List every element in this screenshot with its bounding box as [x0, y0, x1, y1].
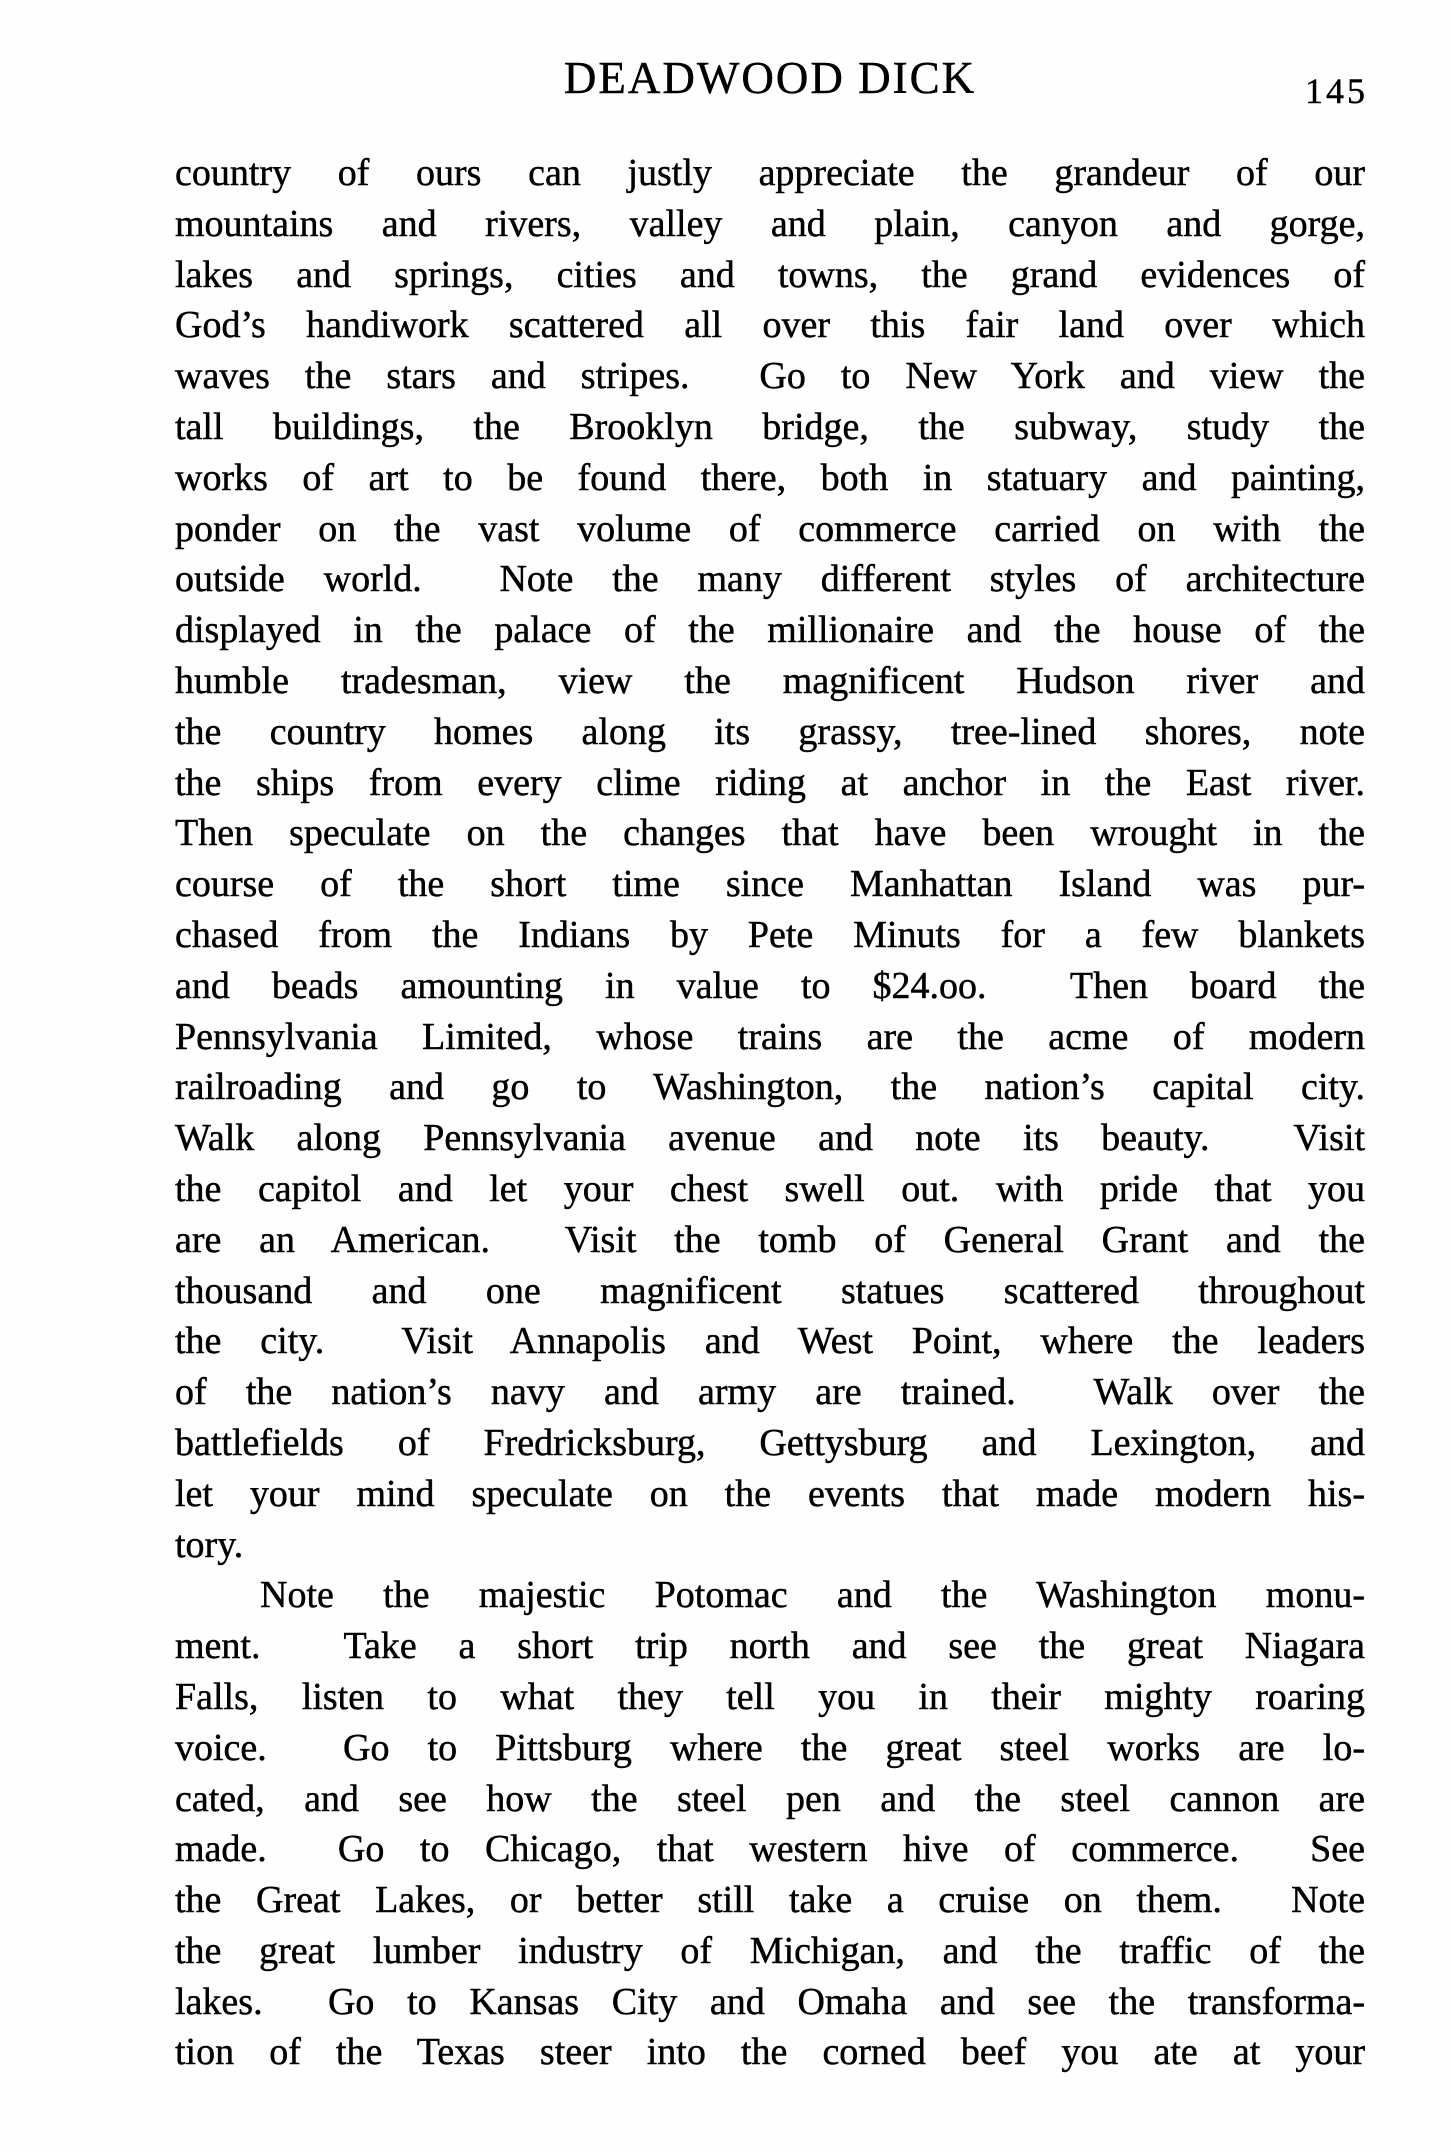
text-line: God’s handiwork scattered all over this fair land over which	[175, 304, 1365, 347]
text-line: chased from the Indians by Pete Minuts for a few blankets	[175, 913, 1365, 956]
text-line: and beads amounting in value to $24.oo. Then board the	[175, 964, 1365, 1007]
text-line: Walk along Pennsylvania avenue and note its beauty. Visit	[175, 1117, 1365, 1160]
text-line: cated, and see how the steel pen and the steel cannon are	[175, 1777, 1365, 1820]
text-line: the country homes along its grassy, tree-lined shores, note	[175, 710, 1365, 753]
text-line: thousand and one magnificent statues scattered throughout	[175, 1269, 1365, 1312]
text-line: are an American. Visit the tomb of General Grant and the	[175, 1218, 1365, 1261]
text-line: let your mind speculate on the events that made modern his-	[175, 1472, 1365, 1515]
text-line: battlefields of Fredricksburg, Gettysburg and Lexington, and	[175, 1421, 1365, 1464]
text-line: voice. Go to Pittsburg where the great steel works are lo-	[175, 1726, 1365, 1769]
text-line: tory.	[175, 1523, 244, 1566]
text-line: the city. Visit Annapolis and West Point, where the leaders	[175, 1320, 1365, 1363]
text-line: lakes and springs, cities and towns, the grand evidences of	[175, 253, 1365, 296]
text-line: railroading and go to Washington, the nation’s capital city.	[175, 1066, 1365, 1109]
text-line: tall buildings, the Brooklyn bridge, the subway, study the	[175, 405, 1365, 448]
text-line: country of ours can justly appreciate the grandeur of our	[175, 152, 1365, 194]
text-line: the Great Lakes, or better still take a cruise on them. Note	[175, 1879, 1365, 1922]
text-line: the ships from every clime riding at anchor in the East river.	[175, 761, 1365, 804]
text-line: Note the majestic Potomac and the Washington monu-	[260, 1574, 1365, 1617]
text-line: Then speculate on the changes that have been wrought in the	[175, 812, 1365, 855]
page-number: 145	[1305, 71, 1368, 111]
text-line: tion of the Texas steer into the corned beef you ate at your	[175, 2031, 1365, 2074]
text-line: displayed in the palace of the millionaire and the house of the	[175, 609, 1365, 652]
text-line: Pennsylvania Limited, whose trains are the acme of modern	[175, 1015, 1365, 1058]
text-line: mountains and rivers, valley and plain, canyon and gorge,	[175, 202, 1365, 245]
text-line: outside world. Note the many different styles of architecture	[175, 558, 1365, 601]
text-line: of the nation’s navy and army are trained. Walk over the	[175, 1371, 1365, 1414]
page-header	[175, 0, 1368, 120]
text-line: ment. Take a short trip north and see the great Niagara	[175, 1625, 1365, 1668]
text-line: lakes. Go to Kansas City and Omaha and see the transforma-	[175, 1980, 1365, 2023]
text-line: humble tradesman, view the magnificent Hudson river and	[175, 659, 1365, 702]
text-line: made. Go to Chicago, that western hive of commerce. See	[175, 1828, 1365, 1871]
text-line: Falls, listen to what they tell you in their mighty roaring	[175, 1675, 1365, 1718]
text-line: the great lumber industry of Michigan, and the traffic of the	[175, 1929, 1365, 1972]
text-line: course of the short time since Manhattan Island was pur-	[175, 863, 1365, 906]
text-line: ponder on the vast volume of commerce carried on with the	[175, 507, 1365, 550]
text-line: the capitol and let your chest swell out. with pride that you	[175, 1167, 1365, 1210]
text-line: waves the stars and stripes. Go to New York and view the	[175, 355, 1365, 398]
text-line: works of art to be found there, both in statuary and painting,	[175, 456, 1365, 499]
page-text-block	[175, 148, 1365, 2078]
running-head-title: DEADWOOD DICK	[563, 53, 977, 103]
